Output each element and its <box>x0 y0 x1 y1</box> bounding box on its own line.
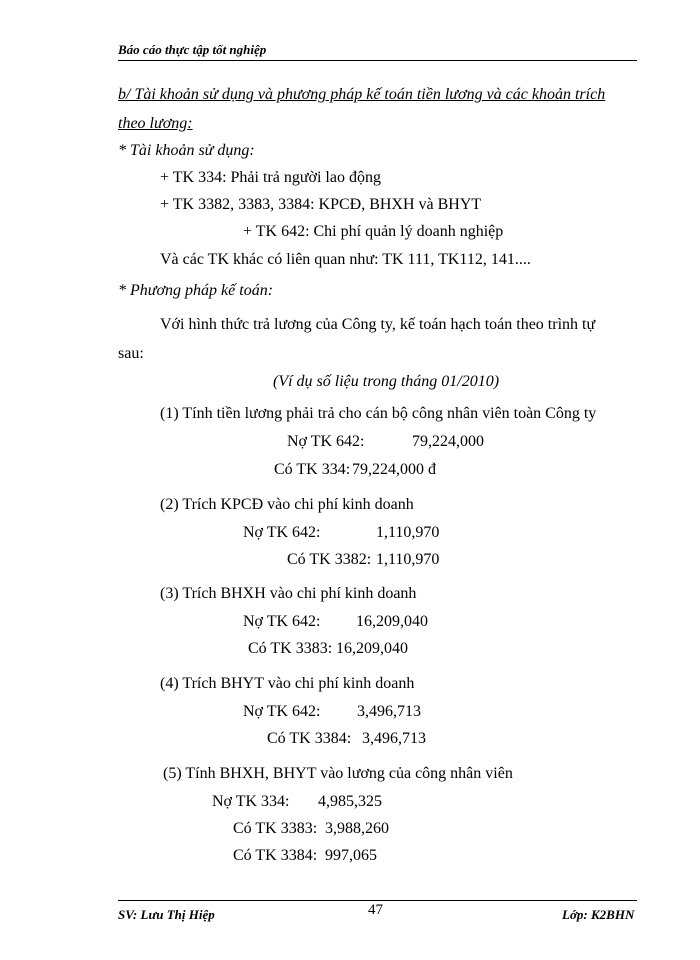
entry-1-credit-value: 79,224,000 đ <box>352 461 436 478</box>
entry-1-credit-label: Có TK 334: <box>274 461 351 478</box>
entry-4-debit-value: 3,496,713 <box>357 703 421 720</box>
example-note: (Ví dụ số liệu trong tháng 01/2010) <box>273 373 500 390</box>
account-item-334: + TK 334: Phải trả người lao động <box>160 169 381 186</box>
entry-5-credit2-label: Có TK 3384: <box>233 847 318 864</box>
account-item-642: + TK 642: Chi phí quản lý doanh nghiệp <box>243 223 504 240</box>
intro-line2: sau: <box>118 345 144 362</box>
entry-5-credit-value: 3,988,260 <box>325 820 389 837</box>
page-header-title: Báo cáo thực tập tốt nghiệp <box>118 42 267 57</box>
account-item-338x: + TK 3382, 3383, 3384: KPCĐ, BHXH và BHYT <box>160 196 482 213</box>
entry-2-title: (2) Trích KPCĐ vào chi phí kinh doanh <box>160 496 414 513</box>
intro-line1: Với hình thức trả lương của Công ty, kế toán hạch toán theo trình tự <box>160 316 596 333</box>
entry-4-title: (4) Trích BHYT vào chi phí kinh doanh <box>160 675 415 692</box>
other-accounts: Và các TK khác có liên quan như: TK 111, TK112, 141.... <box>160 251 531 268</box>
entry-5-debit-label: Nợ TK 334: <box>212 793 290 810</box>
entry-1-title: (1) Tính tiền lương phải trả cho cán bộ công nhân viên toàn Công ty <box>160 405 597 422</box>
entry-1-debit-value: 79,224,000 <box>412 433 484 450</box>
page-number: 47 <box>368 902 383 918</box>
accounts-heading: * Tài khoản sử dụng: <box>118 142 255 159</box>
entry-2-credit-value: 1,110,970 <box>376 551 440 568</box>
header-rule <box>118 60 637 61</box>
entry-3-debit-label: Nợ TK 642: <box>243 613 321 630</box>
section-title-line2: theo lương: <box>118 115 193 132</box>
section-title-line1: b/ Tài khoản sử dụng và phương pháp kế toán tiền lương và các khoản trích <box>118 86 606 103</box>
entry-1-debit-label: Nợ TK 642: <box>287 433 365 450</box>
entry-5-debit-value: 4,985,325 <box>318 793 382 810</box>
entry-3-debit-value: 16,209,040 <box>356 613 428 630</box>
entry-2-credit-label: Có TK 3382: <box>287 551 372 568</box>
entry-3-credit-value: 16,209,040 <box>336 640 408 657</box>
entry-2-debit-value: 1,110,970 <box>376 524 440 541</box>
entry-3-title: (3) Trích BHXH vào chi phí kinh doanh <box>160 585 417 602</box>
entry-3-credit-label: Có TK 3383: <box>248 640 333 657</box>
entry-5-credit-label: Có TK 3383: <box>233 820 318 837</box>
entry-2-debit-label: Nợ TK 642: <box>243 524 321 541</box>
entry-4-debit-label: Nợ TK 642: <box>243 703 321 720</box>
entry-4-credit-label: Có TK 3384: <box>267 730 352 747</box>
entry-5-title: (5) Tính BHXH, BHYT vào lương của công nhân viên <box>163 765 513 782</box>
method-heading: * Phương pháp kế toán: <box>118 282 274 299</box>
entry-4-credit-value: 3,496,713 <box>362 730 426 747</box>
entry-5-credit2-value: 997,065 <box>325 847 377 864</box>
footer-rule <box>118 900 637 901</box>
footer-class: Lớp: K2BHN <box>562 907 635 922</box>
footer-student: SV: Lưu Thị Hiệp <box>118 907 215 922</box>
